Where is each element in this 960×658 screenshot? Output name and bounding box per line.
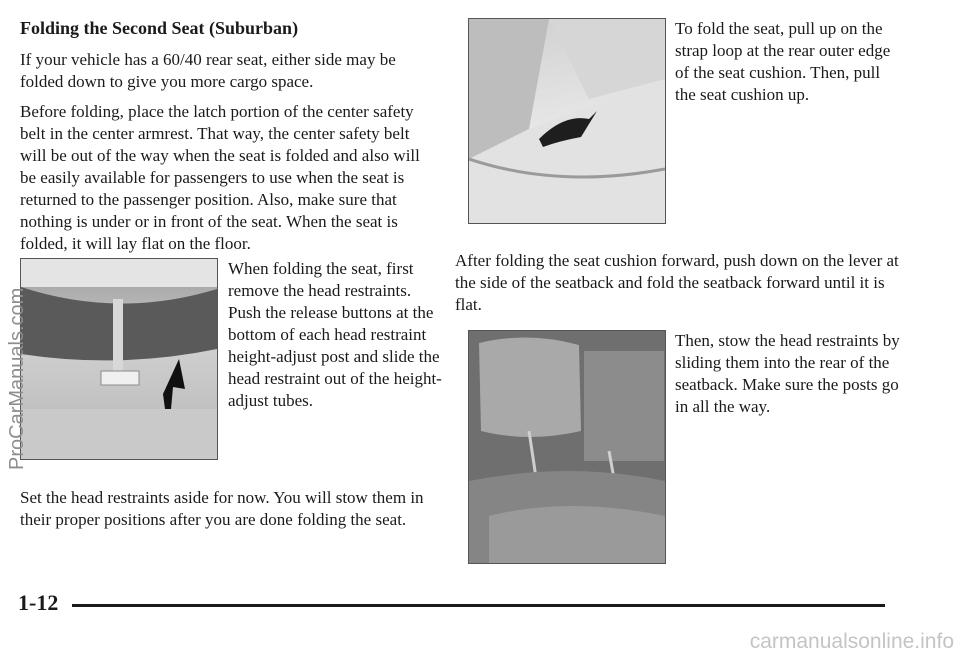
page-number: 1-12 [18, 590, 59, 615]
left-watermark-text: ProCarManuals.com [6, 287, 28, 470]
stow-restraints-photo [468, 330, 666, 564]
after-folding-paragraph: After folding the seat cushion forward, push down on the lever at the side of the seatback and fold the seatback forward until it is flat. [455, 251, 899, 314]
head-restraint-photo [20, 258, 218, 460]
head-restraint-illustration [21, 259, 217, 459]
left-watermark [0, 200, 28, 470]
footer-rule [72, 604, 885, 607]
fold-seat-paragraph: To fold the seat, pull up on the strap loop at the rear outer edge of the seat cushion. Then, pull the seat cushion up. [675, 19, 891, 104]
set-aside-paragraph: Set the head restraints aside for now. You will stow them in their proper positions after you are done folding the seat. [20, 488, 424, 529]
bottom-watermark: carmanualsonline.info [749, 630, 954, 653]
preparation-paragraph: Before folding, place the latch portion of the center safety belt in the center armrest. That way, the center safety belt will be out of the way when the seat is folded and also will be easily available for passengers to use when the seat is returned to the passenger position. Also, make sure that nothing is under or in front of the seat. When the seat is folded, it will lay flat on the floor. [20, 102, 420, 253]
stow-paragraph: Then, stow the head restraints by sliding them into the rear of the seatback. Make sure the posts go in all the way. [675, 331, 900, 416]
seat-cushion-photo [468, 18, 666, 224]
seat-cushion-illustration [469, 19, 665, 223]
section-heading: Folding the Second Seat (Suburban) [20, 18, 299, 38]
intro-paragraph: If your vehicle has a 60/40 rear seat, either side may be folded down to give you more cargo space. [20, 50, 396, 91]
stow-restraints-illustration [469, 331, 665, 563]
head-restraint-paragraph: When folding the seat, first remove the head restraints. Push the release buttons at the bottom of each head restraint height-adjust post and slide the head restraint out of the height-adjust tubes. [228, 259, 442, 410]
